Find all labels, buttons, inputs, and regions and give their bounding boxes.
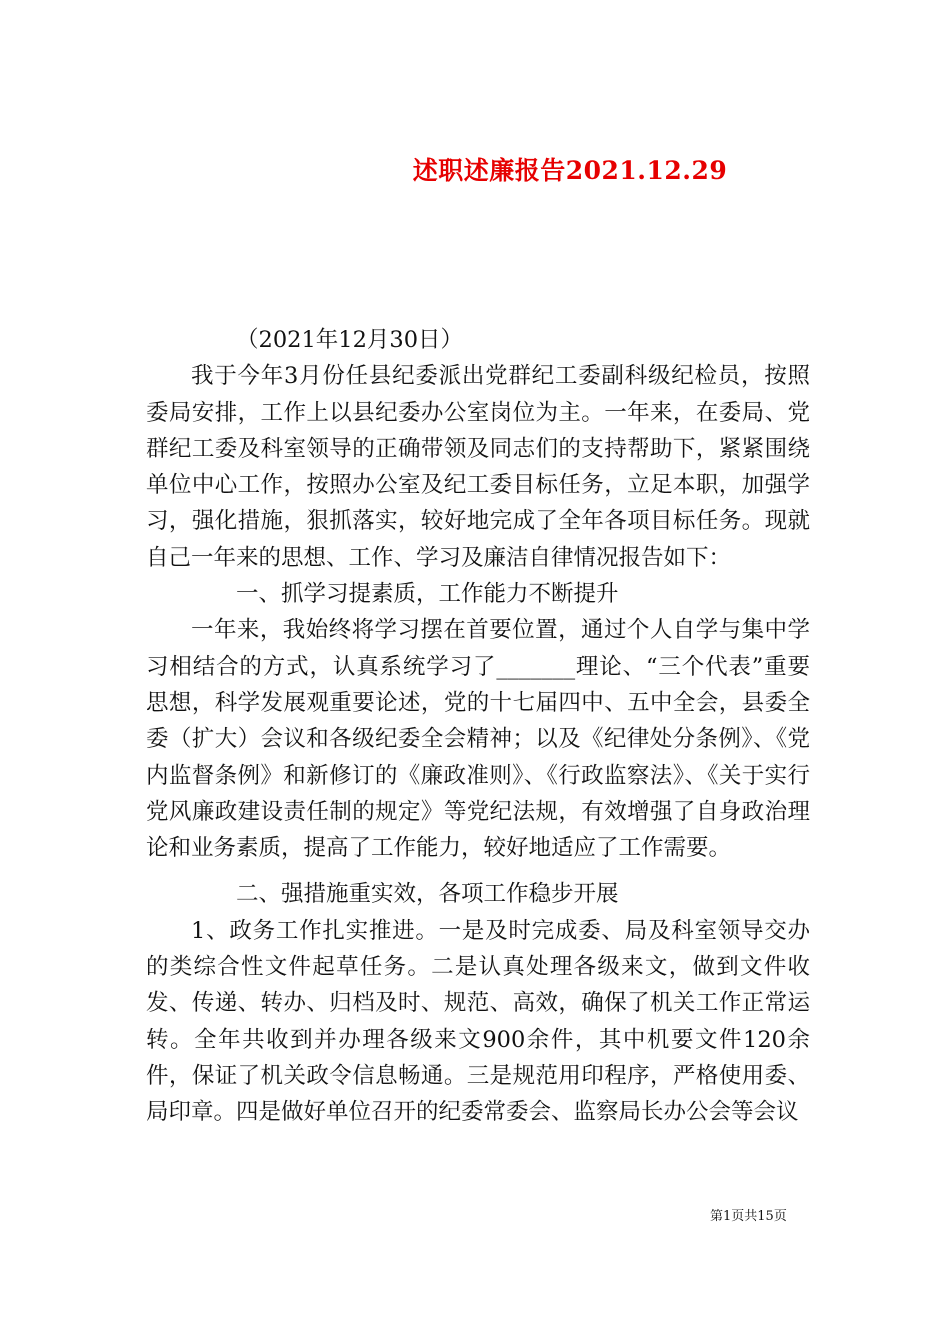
paragraph-work: 1、政务工作扎实推进。一是及时完成委、局及科室领导交办的类综合性文件起草任务。二是认真处理各级来文，做到文件收发、传递、转办、归档及时、规范、高效，确保了机关工作正常运转。全年共收到并办理各级来文900余件，其中机要文件120余件，保证了机关政令信息畅通。三是规范用印程序，严格使用委、局印章。四是做好单位召开的纪委常委会、监察局长办公会等会议 <box>146 917 810 1126</box>
date-line: （2021年12月30日） <box>236 327 464 353</box>
section-heading-2: 二、强措施重实效，各项工作稳步开展 <box>236 881 619 908</box>
document-body <box>146 322 810 1131</box>
page-number: 第1页共15页 <box>710 1209 787 1224</box>
page-title: 述职述廉报告2021.12.29 <box>412 155 728 185</box>
paragraph-study: 一年来，我始终将学习摆在首要位置，通过个人自学与集中学习相结合的方式，认真系统学习了_______理论、“三个代表”重要思想，科学发展观重要论述，党的十七届四中、五中全会，县委全委（扩大）会议和各级纪委全会精神；以及《纪律处分条例》、《党内监督条例》和新修订的《廉政准则》、《行政监察法》、《关于实行党风廉政建设责任制的规定》等党纪法规，有效增强了自身政治理论和业务素质，提高了工作能力，较好地适应了工作需要。 <box>146 617 810 862</box>
section-heading-1: 一、抓学习提素质，工作能力不断提升 <box>236 581 619 608</box>
paragraph-intro: 我于今年3月份任县纪委派出党群纪工委副科级纪检员，按照委局安排，工作上以县纪委办公室岗位为主。一年来，在委局、党群纪工委及科室领导的正确带领及同志们的支持帮助下，紧紧围绕单位中心工作，按照办公室及纪工委目标任务，立足本职，加强学习，强化措施，狠抓落实，较好地完成了全年各项目标任务。现就自己一年来的思想、工作、学习及廉洁自律情况报告如下： <box>146 363 810 571</box>
